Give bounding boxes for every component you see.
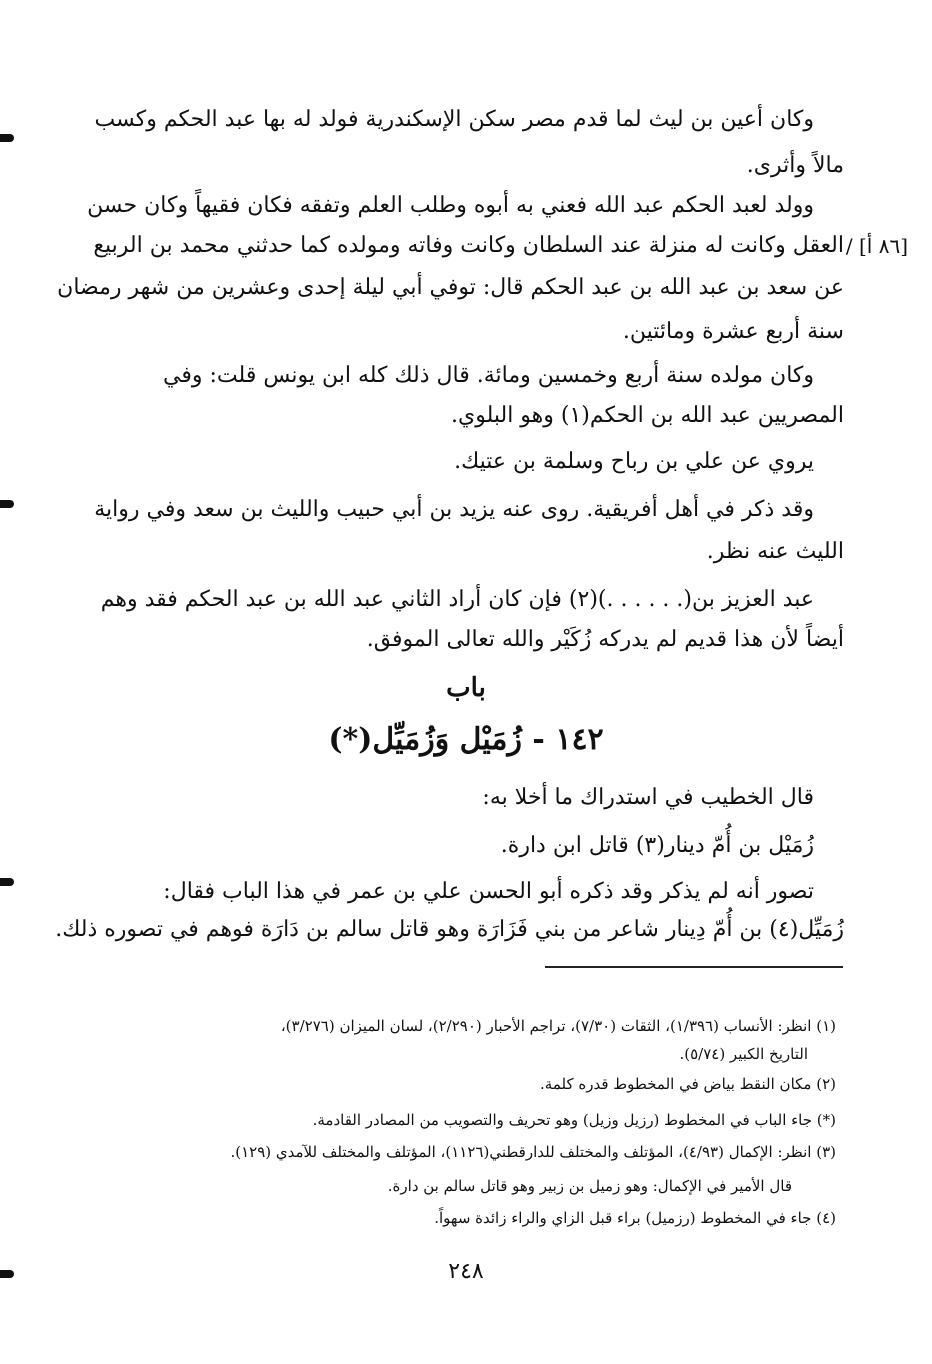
footnote-separator [545,966,843,968]
chapter-label: باب [446,673,486,703]
body-line: عن سعد بن عبد الله بن عبد الحكم قال: توفي أبي ليلة إحدى وعشرين من شهر رمضان [57,275,844,300]
section-title: ١٤٢ - زُمَيْل وَزُمَيِّل(*) [328,722,604,757]
footnote-line: التاريخ الكبير (٥/٧٤). [679,1045,808,1063]
body-line: الليث عنه نظر. [706,539,844,564]
body-line: زُمَيْل بن أُمّ دينار(٣) قاتل ابن دارة. [500,833,814,858]
body-line: عبد العزيز بن(. . . . . .)(٢) فإن كان أراد الثاني عبد الله بن عبد الحكم فقد وهم [100,587,814,612]
footnote-line: قال الأمير في الإكمال: وهو زميل بن زبير وهو قاتل سالم بن دارة. [387,1177,792,1195]
footnote-line: (*) جاء الباب في المخطوط (رزيل وزيل) وهو تحريف والتصويب من المصادر القادمة. [312,1111,836,1129]
scan-edge-mark [0,500,14,508]
footnote-line: (٣) انظر: الإكمال (٤/٩٣)، المؤتلف والمختلف للدارقطني(١١٢٦)، المؤتلف والمختلف للآمدي (١٢٩). [230,1143,836,1161]
body-line: المصريين عبد الله بن الحكم(١) وهو البلوي. [450,403,844,428]
body-line: قال الخطيب في استدراك ما أخلا به: [482,785,814,810]
body-line: وقد ذكر في أهل أفريقية. روى عنه يزيد بن أبي حبيب والليث بن سعد وفي رواية [94,497,814,522]
body-line: تصور أنه لم يذكر وقد ذكره أبو الحسن علي بن عمر في هذا الباب فقال: [163,879,814,904]
scan-edge-mark [0,134,14,142]
manuscript-folio-note: [٨٦ أ] / [845,234,908,258]
page-number: ٢٤٨ [448,1259,484,1284]
body-line: مالاً وأثرى. [746,153,844,178]
scan-edge-mark [0,878,14,886]
body-line: يروي عن علي بن رباح وسلمة بن عتيك. [454,449,814,474]
body-line: وكان مولده سنة أربع وخمسين ومائة. قال ذلك كله ابن يونس قلت: وفي [163,363,814,388]
body-line: وولد لعبد الحكم عبد الله فعني به أبوه وطلب العلم وتفقه فكان فقيهاً وكان حسن [87,193,814,218]
footnote-line: (٢) مكان النقط بياض في المخطوط قدره كلمة. [540,1075,836,1093]
body-line: أيضاً لأن هذا قديم لم يدركه زُكَيْر والله تعالى الموفق. [366,627,844,652]
body-line: زُمَيِّل(٤) بن أُمّ دِينار شاعر من بني فَزَارَة وهو قاتل سالم بن دَارَة فوهم في تصوره ذلك. [55,917,844,942]
body-line: وكان أعين بن ليث لما قدم مصر سكن الإسكندرية فولد له بها عبد الحكم وكسب [94,107,814,132]
footnote-line: (١) انظر: الأنساب (١/٣٩٦)، الثقات (٧/٣٠)، تراجم الأحبار (٢/٢٩٠)، لسان الميزان (٣/٢٧٦)، [280,1017,836,1035]
body-line: العقل وكانت له منزلة عند السلطان وكانت وفاته ومولده كما حدثني محمد بن الربيع [93,233,844,258]
footnote-line: (٤) جاء في المخطوط (رزميل) براء قبل الزاي والراء زائدة سهواً. [434,1209,836,1227]
body-line: سنة أربع عشرة ومائتين. [622,319,844,344]
